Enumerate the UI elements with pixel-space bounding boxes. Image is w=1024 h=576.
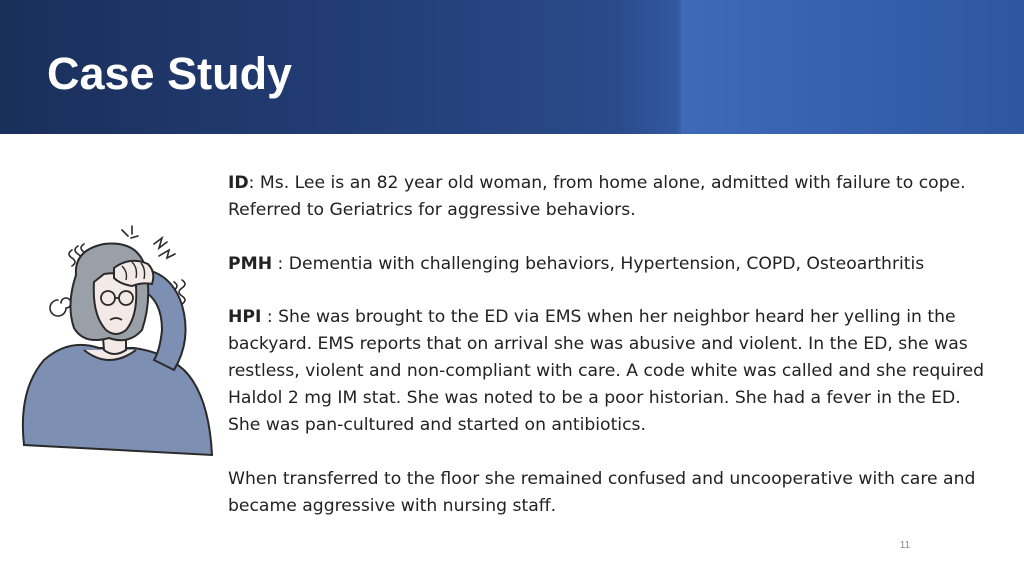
slide-title: Case Study: [47, 48, 293, 99]
banner-accent-panel: [681, 0, 1024, 134]
pmh-label: PMH: [228, 253, 273, 274]
id-paragraph: [228, 170, 988, 224]
hpi-text: : She was brought to the ED via EMS when her neighbor heard her yelling in the backyard. EMS reports that on arrival she was abusive and violent. In the ED, she was restless, violent and non-compliant with care. A code white was called and she required Haldol 2 mg IM stat. She was noted to be a poor historian. She had a fever in the ED. She was pan-cultured and started on antibiotics.: [228, 307, 985, 435]
id-text: : Ms. Lee is an 82 year old woman, from home alone, admitted with failure to cope. Referred to Geriatrics for aggressive behaviors.: [228, 173, 966, 220]
case-description: [228, 170, 988, 546]
pmh-paragraph: [228, 251, 988, 278]
pmh-text: : Dementia with challenging behaviors, Hypertension, COPD, Osteoarthritis: [272, 253, 925, 274]
hpi-paragraph: [228, 304, 988, 439]
page-number: 11: [899, 540, 911, 551]
stressed-elderly-woman-icon: [14, 220, 214, 465]
floor-paragraph: When transferred to the floor she remained confused and uncooperative with care and became aggressive with nursing staff.: [228, 468, 976, 516]
title-banner: [0, 0, 1024, 134]
hpi-label: HPI: [228, 307, 262, 327]
shirt-icon: [23, 345, 212, 455]
id-label: ID: [228, 173, 249, 193]
